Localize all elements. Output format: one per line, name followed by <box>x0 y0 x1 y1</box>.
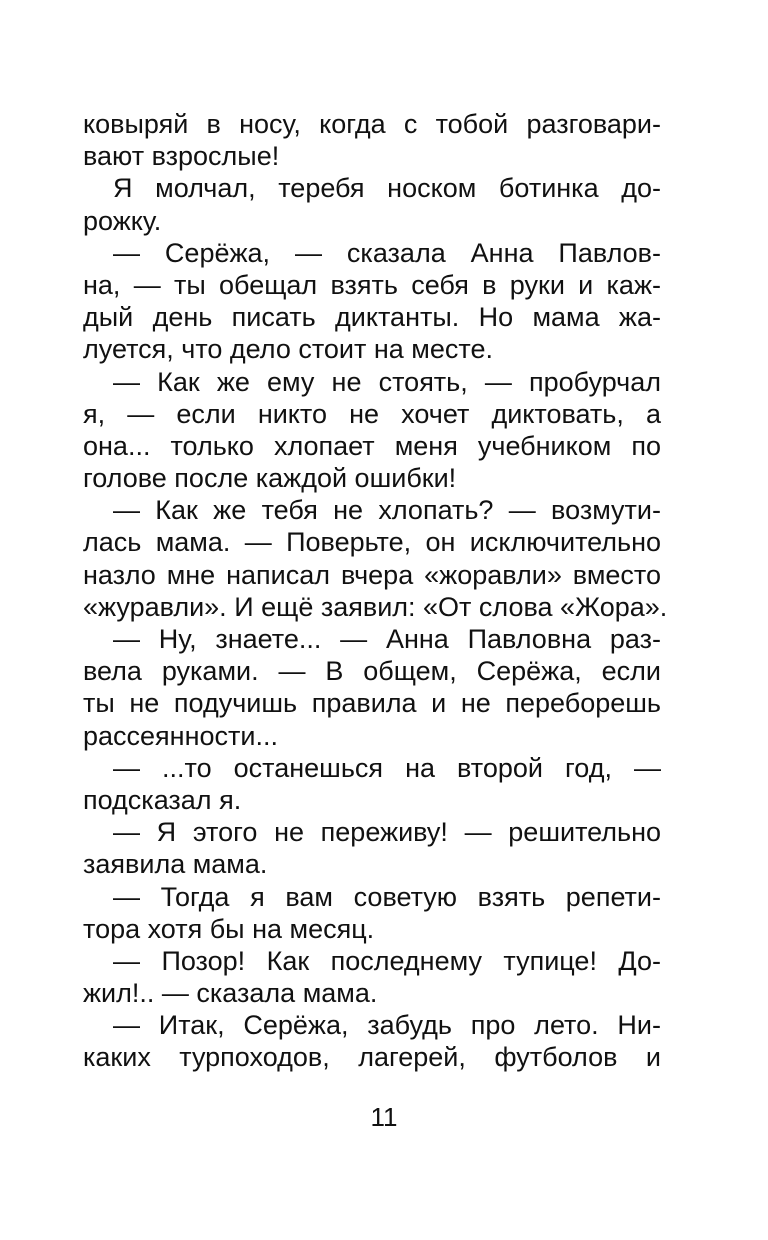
text-line: я, — если никто не хочет диктовать, а <box>83 398 661 429</box>
text-line: на, — ты обещал взять себя в руки и каж- <box>83 269 661 300</box>
text-line: вела руками. — В общем, Серёжа, если <box>83 656 661 687</box>
text-line: ты не подучишь правила и не переборешь <box>83 688 661 719</box>
text-line: «журавли». И ещё заявил: «От слова «Жора». <box>83 591 668 622</box>
text-line: — Я этого не переживу! — решительно <box>113 817 661 848</box>
text-line: назло мне написал вчера «жоравли» вместо <box>83 559 661 590</box>
text-line: — ...то останешься на второй год, — <box>113 752 661 783</box>
text-line: лась мама. — Поверьте, он исключительно <box>83 527 661 558</box>
text-line: рожку. <box>83 205 162 236</box>
text-line: — Тогда я вам советую взять репети- <box>113 881 661 912</box>
body-text <box>83 108 668 1074</box>
text-line: Я молчал, теребя носком ботинка до- <box>113 173 661 204</box>
text-line: вают взрослые! <box>83 141 280 172</box>
text-line: каких турпоходов, лагерей, футболов и <box>83 1042 661 1073</box>
text-line: заявила мама. <box>83 849 268 880</box>
text-line: рассеянности... <box>83 720 278 751</box>
page-number: 11 <box>370 1102 398 1132</box>
text-line: тора хотя бы на месяц. <box>83 913 375 944</box>
text-line: она... только хлопает меня учебником по <box>83 430 661 461</box>
text-line: — Как же тебя не хлопать? — возмути- <box>113 495 661 526</box>
text-line: ковыряй в носу, когда с тобой разговари- <box>83 109 661 139</box>
text-line: — Позор! Как последнему тупице! До- <box>113 945 661 976</box>
text-line: луется, что дело стоит на месте. <box>83 334 493 365</box>
text-line: — Итак, Серёжа, забудь про лето. Ни- <box>113 1010 661 1041</box>
text-line: дый день писать диктанты. Но мама жа- <box>83 302 661 333</box>
text-line: — Ну, знаете... — Анна Павловна раз- <box>113 624 661 654</box>
text-line: голове после каждой ошибки! <box>83 463 457 494</box>
text-line: — Серёжа, — сказала Анна Павлов- <box>113 237 661 268</box>
text-line: жил!.. — сказала мама. <box>83 978 378 1009</box>
text-line: — Как же ему не стоять, — пробурчал <box>113 366 661 397</box>
text-line: подсказал я. <box>83 784 242 815</box>
